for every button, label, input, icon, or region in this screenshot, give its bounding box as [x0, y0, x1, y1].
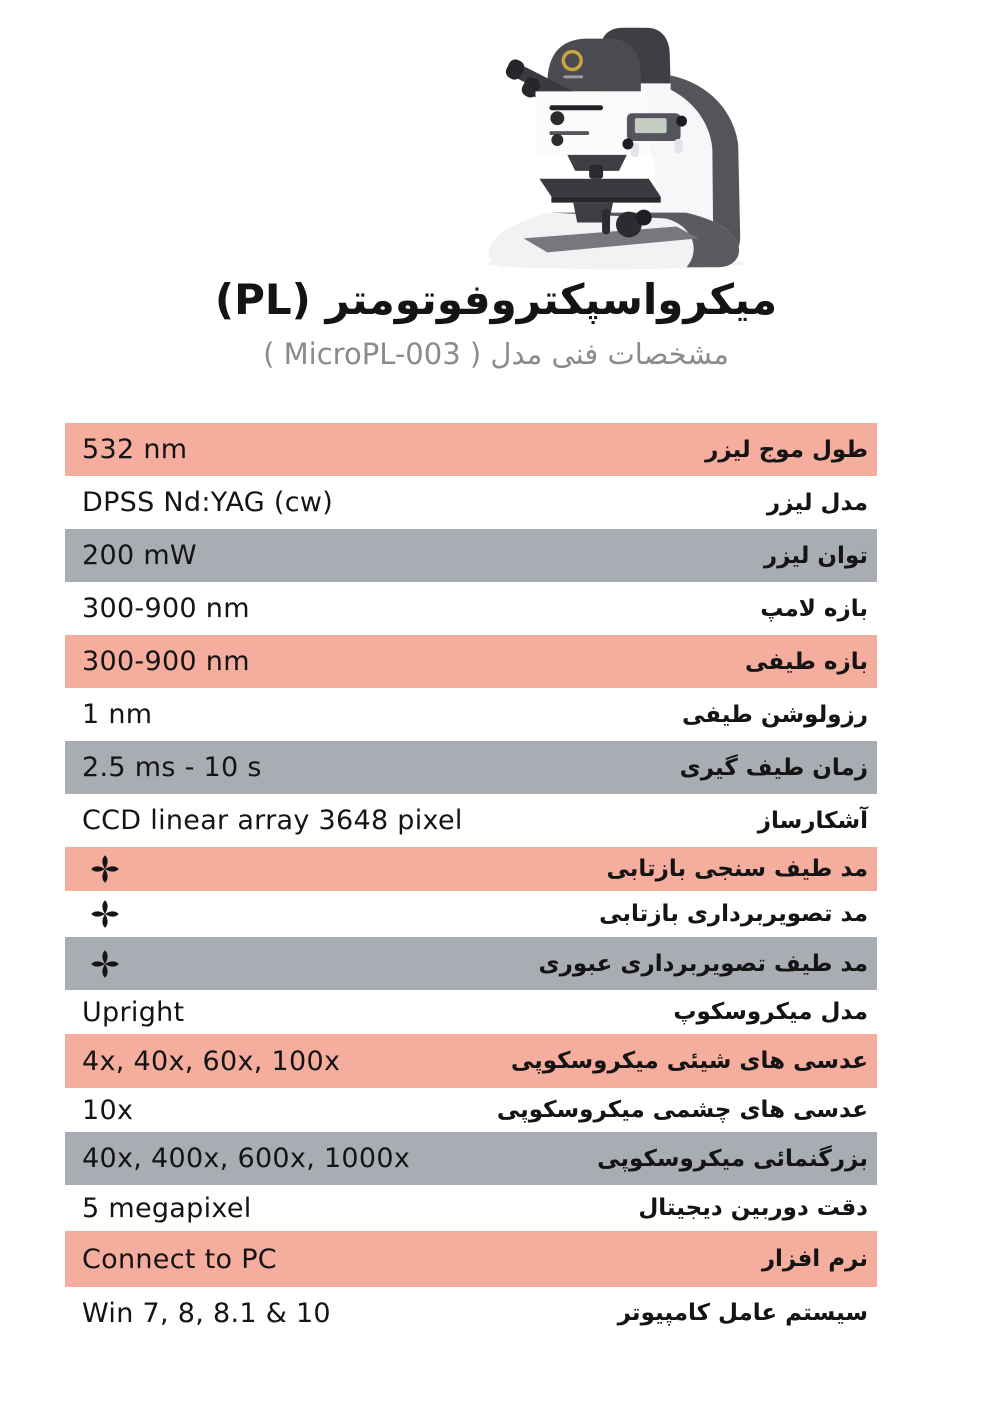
spec-label: بازه لامپ [760, 595, 868, 622]
spec-value: 2.5 ms - 10 s [82, 752, 262, 783]
spec-label: مد طیف سنجی بازتابی [606, 856, 868, 882]
spec-label: بزرگنمائی میکروسکوپی [597, 1145, 868, 1172]
spec-row [65, 582, 877, 635]
microscope-image [452, 12, 770, 274]
spec-label: مد طیف تصویربرداری عبوری [538, 950, 868, 977]
four-petal-asterisk-icon [90, 854, 120, 884]
four-petal-asterisk-icon [90, 899, 120, 929]
spec-row [65, 688, 877, 741]
spec-value: CCD linear array 3648 pixel [82, 805, 463, 836]
spec-row [65, 1132, 877, 1185]
spec-value: 4x, 40x, 60x, 100x [82, 1045, 341, 1077]
brand-text-mark [563, 75, 583, 78]
spec-label: مد تصویربرداری بازتابی [599, 901, 868, 927]
spec-value: 200 mW [82, 540, 197, 571]
spec-label: آشکارساز [757, 807, 868, 834]
spec-value: DPSS Nd:YAG (cw) [82, 487, 334, 518]
spec-value: 300-900 nm [82, 646, 250, 677]
spec-label: دقت دوربین دیجیتال [638, 1195, 868, 1221]
spec-value: 1 nm [82, 699, 153, 730]
spec-row [65, 1231, 877, 1287]
spec-label: طول موج لیزر [705, 436, 868, 463]
spec-value: 300-900 nm [82, 593, 250, 624]
spec-label: زمان طیف گیری [679, 754, 868, 781]
spec-row [65, 990, 877, 1034]
spec-value: 532 nm [82, 434, 188, 465]
spec-value [82, 854, 120, 884]
spec-row [65, 1185, 877, 1231]
spec-row [65, 635, 877, 688]
spec-row [65, 891, 877, 937]
spec-label: رزولوشن طیفی [681, 701, 868, 728]
spec-label: سیستم عامل کامپیوتر [617, 1300, 868, 1326]
spec-label: بازه طیفی [745, 648, 868, 675]
page-subtitle: مشخصات فنی مدل ( MicroPL-003 ) [263, 337, 729, 371]
product-image [452, 12, 770, 274]
spec-label: عدسی های چشمی میکروسکوپی [496, 1097, 868, 1123]
spec-label: عدسی های شیئی میکروسکوپی [510, 1048, 868, 1074]
spec-value [82, 899, 120, 929]
spec-row [65, 476, 877, 529]
spec-row [65, 1088, 877, 1132]
spec-row [65, 529, 877, 582]
spec-row [65, 1034, 877, 1088]
spec-row [65, 937, 877, 990]
spec-label: مدل میکروسکوپ [673, 999, 868, 1025]
spec-value: Win 7, 8, 8.1 & 10 [82, 1297, 331, 1329]
spec-value: 40x, 400x, 600x, 1000x [82, 1143, 411, 1174]
spec-row [65, 1287, 877, 1339]
spec-value: Connect to PC [82, 1243, 277, 1275]
spec-table [65, 423, 877, 1339]
spec-row [65, 423, 877, 476]
four-petal-asterisk-icon [90, 949, 120, 979]
spec-row [65, 741, 877, 794]
page-title: میکرواسپکتروفوتومتر (PL) [214, 275, 778, 324]
spec-value: 5 megapixel [82, 1192, 252, 1224]
spec-row [65, 847, 877, 891]
spec-value [82, 949, 120, 979]
spec-label: مدل لیزر [766, 489, 868, 516]
spec-label: نرم افزار [761, 1246, 868, 1272]
spec-value: 10x [82, 1094, 134, 1126]
spec-value: Upright [82, 996, 185, 1028]
spec-row [65, 794, 877, 847]
spec-label: توان لیزر [763, 542, 868, 569]
